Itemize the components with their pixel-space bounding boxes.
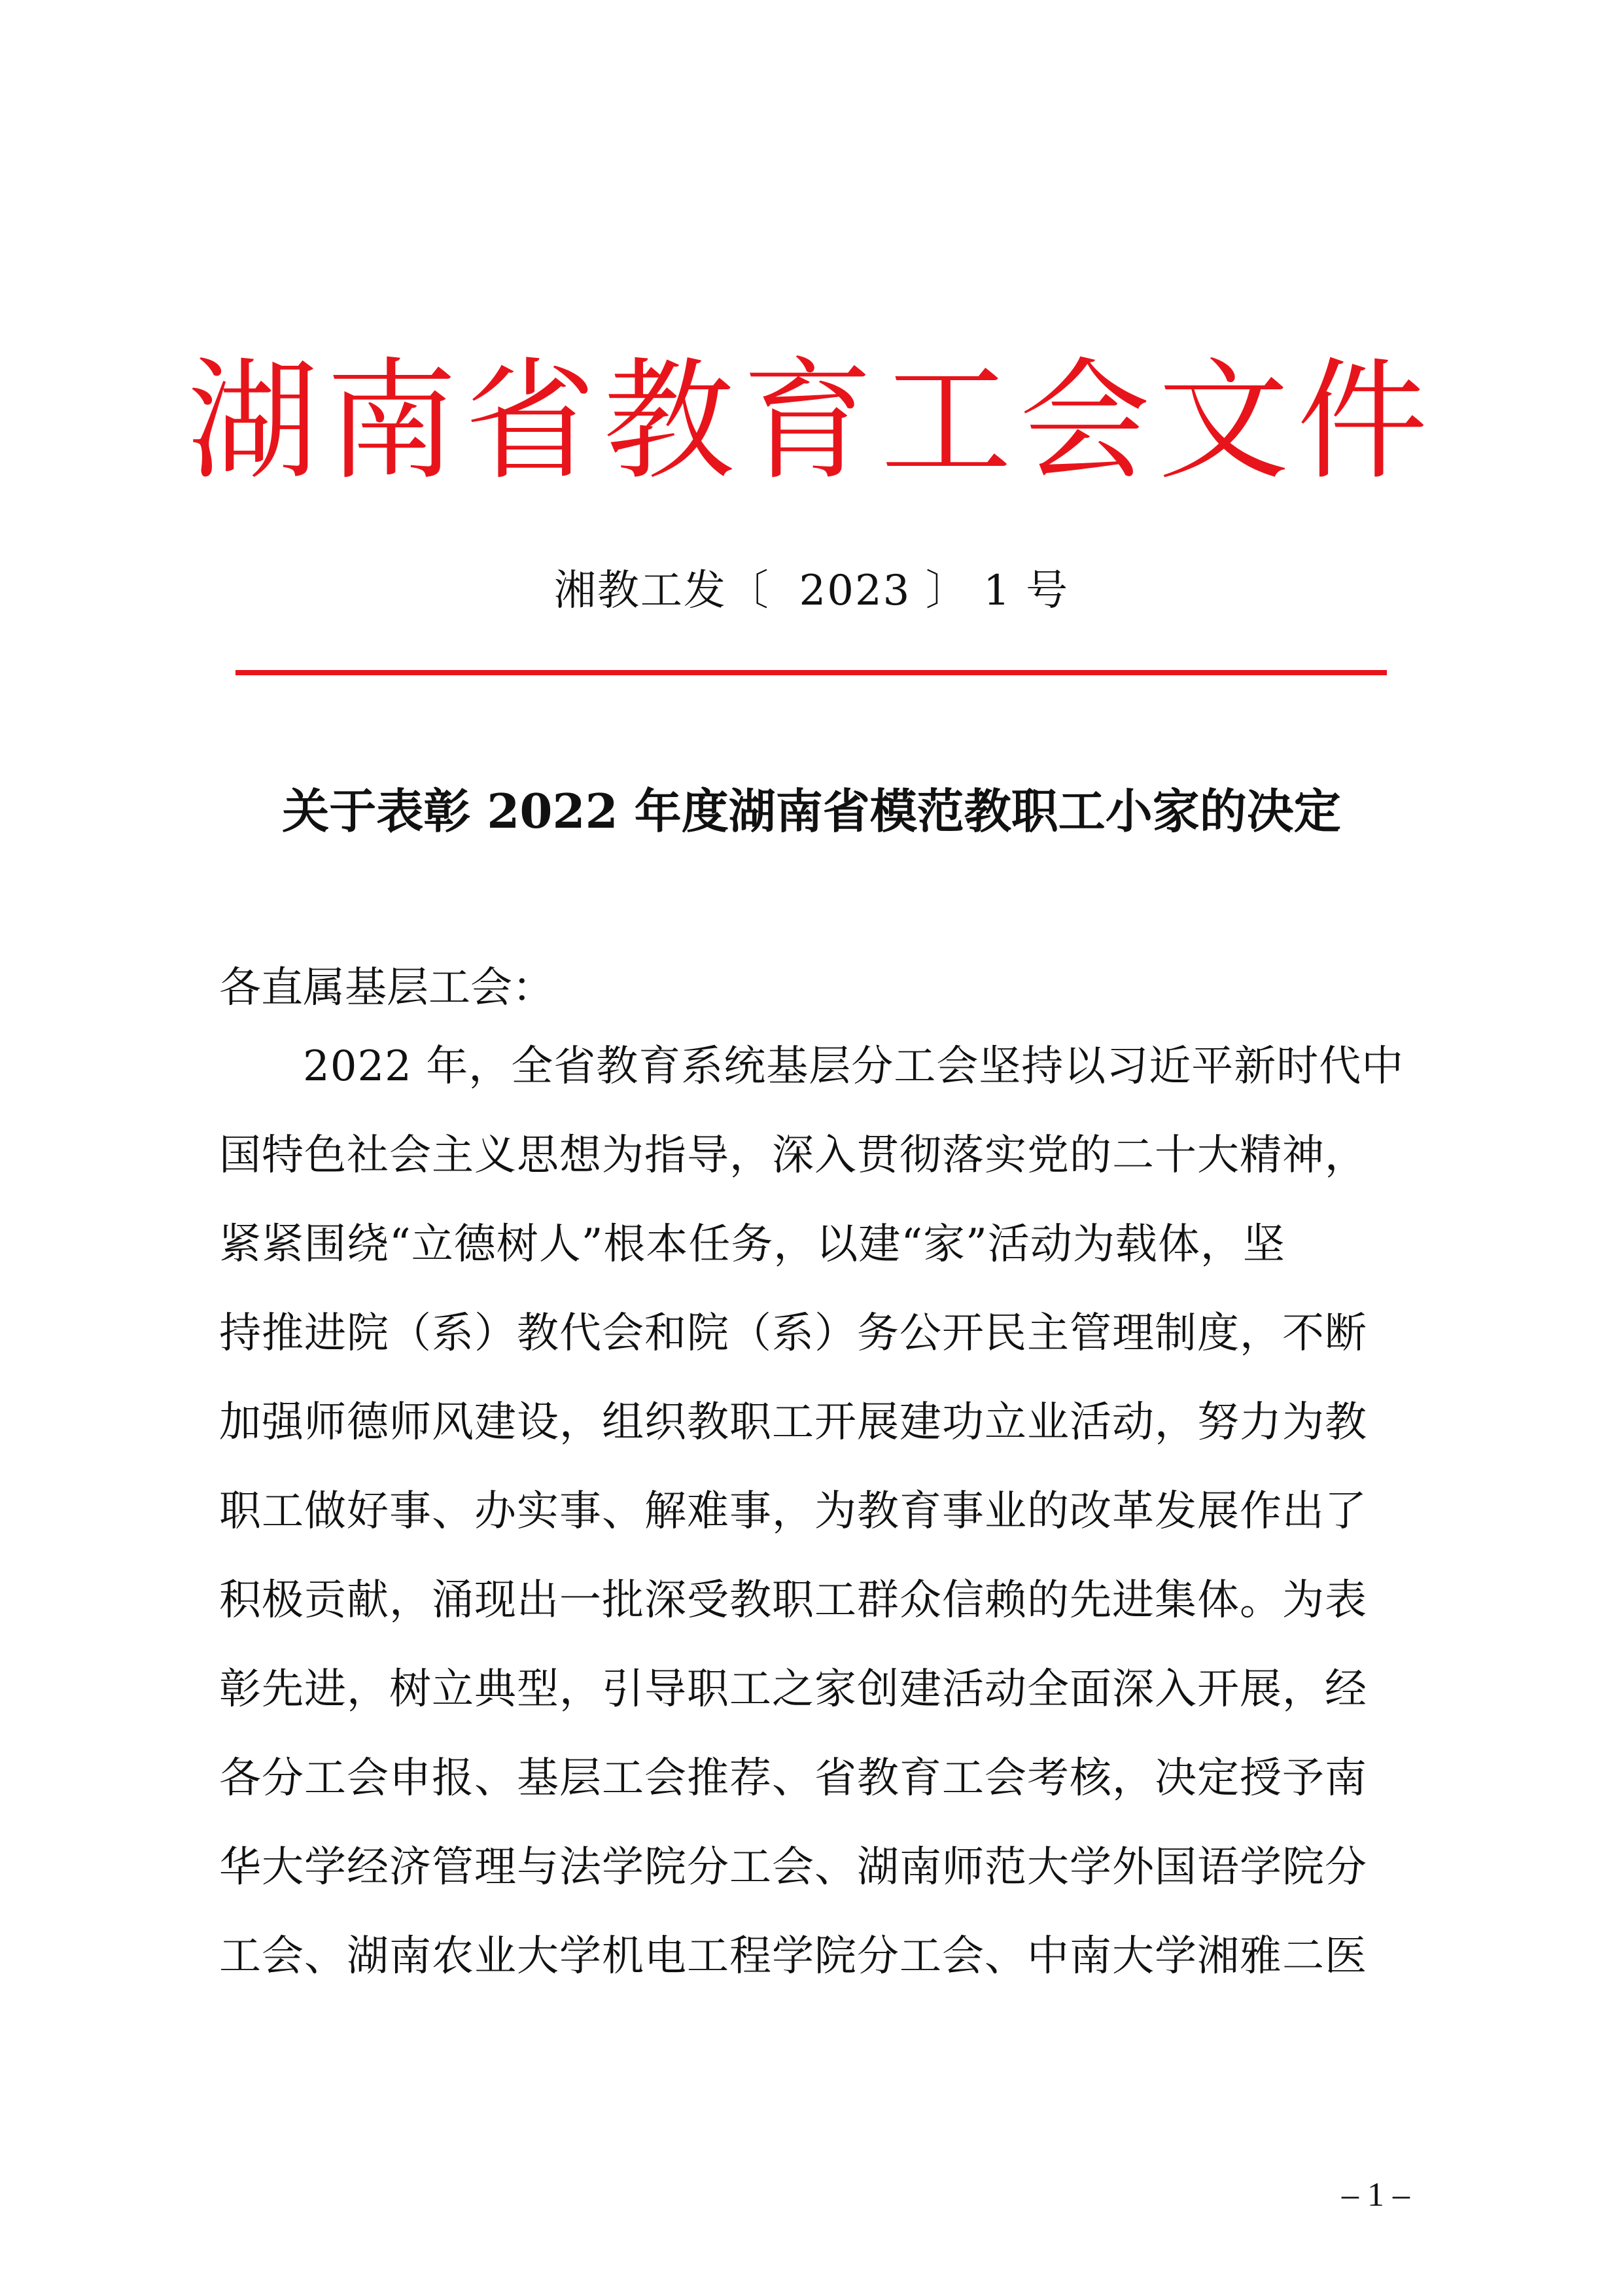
body-line: 各分工会申报、基层工会推荐、省教育工会考核，决定授予南 (219, 1754, 1367, 1803)
body-line: 职工做好事、办实事、解难事，为教育事业的改革发展作出了 (219, 1487, 1367, 1536)
body-line: 工会、湖南农业大学机电工程学院分工会、中南大学湘雅二医 (219, 1932, 1367, 1981)
red-divider-line (236, 670, 1387, 675)
body-line: 持推进院（系）教代会和院（系）务公开民主管理制度，不断 (219, 1309, 1367, 1358)
body-line: 加强师德师风建设，组织教职工开展建功立业活动，努力为教 (219, 1398, 1367, 1447)
body-line: 彰先进，树立典型，引导职工之家创建活动全面深入开展，经 (219, 1665, 1367, 1714)
body-line: 紧紧围绕“立德树人”根本任务，以建“家”活动为载体，坚 (219, 1220, 1285, 1269)
body-text (219, 1034, 1416, 2013)
document-title: 关于表彰 2022 年度湖南省模范教职工小家的决定 (282, 783, 1341, 839)
salutation: 各直属基层工会： (219, 964, 554, 1012)
document-number: 湘教工发〔 2023 〕 1 号 (553, 567, 1070, 615)
body-line: 2022 年，全省教育系统基层分工会坚持以习近平新时代中 (303, 1042, 1405, 1091)
body-line: 华大学经济管理与法学院分工会、湖南师范大学外国语学院分 (219, 1843, 1367, 1892)
body-line: 积极贡献，涌现出一批深受教职工群众信赖的先进集体。为表 (219, 1576, 1367, 1625)
page-number: – 1 – (1342, 2176, 1410, 2214)
document-header-title: 湖南省教育工会文件 (187, 345, 1436, 498)
body-line: 国特色社会主义思想为指导，深入贯彻落实党的二十大精神， (219, 1131, 1367, 1180)
